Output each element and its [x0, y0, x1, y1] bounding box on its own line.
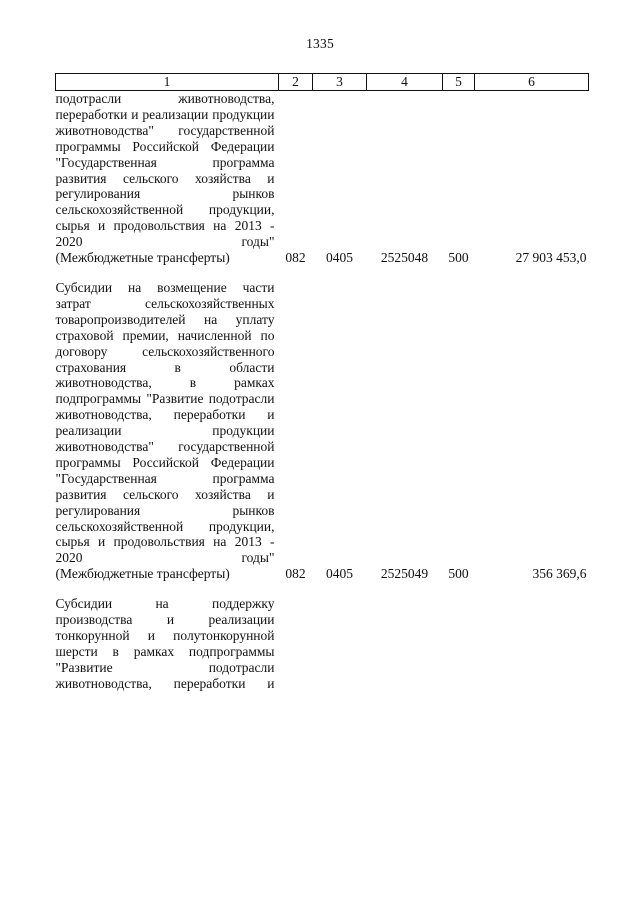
table-row — [56, 596, 589, 691]
cell-csr: 2525049 — [380, 566, 429, 582]
cell-vr: 500 — [448, 250, 469, 266]
cell-csr: 2525048 — [380, 250, 429, 266]
cell-rz: 0405 — [326, 566, 353, 582]
row-description: Субсидии на поддержку производства и реализации тонкорунной и полутонкорунной шерсти в рамках подпрограммы "Развитие подотрасли животноводства, переработки и — [55, 596, 275, 691]
column-header: 6 — [475, 74, 589, 91]
cell-rz: 0405 — [326, 250, 353, 266]
page-number: 1335 — [306, 36, 334, 51]
cell-amount: 356 369,6 — [532, 566, 587, 582]
row-description — [56, 91, 279, 266]
column-header: 4 — [367, 74, 443, 91]
cell-amount: 27 903 453,0 — [515, 250, 587, 266]
description-tail: (Межбюджетные трансферты) — [55, 250, 230, 266]
cell-gr: 082 — [285, 566, 306, 582]
row-spacer — [56, 582, 589, 596]
column-header: 2 — [279, 74, 313, 91]
cell-vr: 500 — [448, 566, 469, 582]
cell-gr: 082 — [285, 250, 306, 266]
description-text: подотрасли животноводства, переработки и реализации продукции животноводства" государственной программы Российской Федерации "Государственная программа развития сельского хозяйства и регулирования рынков сельскохозяйственной продукции, сырья и продовольствия на 2013 - 2020 годы" — [55, 91, 275, 250]
table-row — [56, 280, 589, 582]
budget-table — [55, 73, 589, 692]
table-header-row — [56, 74, 589, 91]
description-tail: (Межбюджетные трансферты) — [55, 566, 230, 582]
column-header: 1 — [56, 74, 279, 91]
description-text: Субсидии на возмещение части затрат сельскохозяйственных товаропроизводителей на уплату страховой премии, начисленной по договору сельскохозяйственного страхования в области животноводства, в рамках подпрограммы "Развитие подотрасли животноводства, переработки и реализации продукции животноводства" государственной программы Российской Федерации "Государственная программа развития сельского хозяйства и регулирования рынков сельскохозяйственной продукции, сырья и продовольствия на 2013 - 2020 годы" — [55, 279, 275, 566]
row-spacer — [56, 266, 589, 280]
column-header: 5 — [443, 74, 475, 91]
column-header: 3 — [313, 74, 367, 91]
table-row — [56, 91, 589, 266]
row-description — [56, 280, 279, 582]
